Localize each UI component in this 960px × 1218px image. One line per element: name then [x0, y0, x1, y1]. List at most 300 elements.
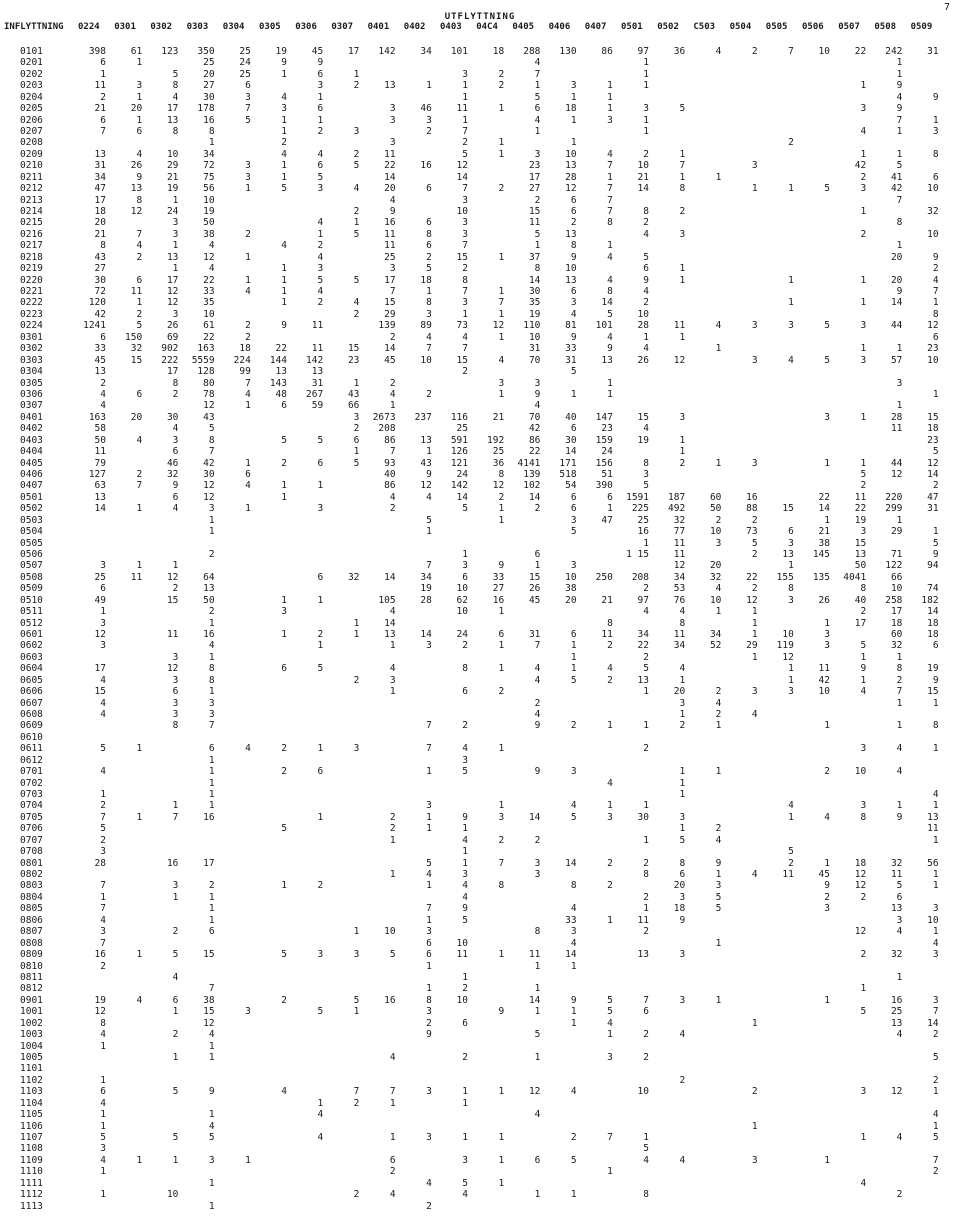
table-cell: 9 [534, 766, 541, 778]
table-cell: 12 [166, 571, 179, 583]
table-cell: 6 [208, 743, 215, 755]
table-cell: 4 [643, 228, 649, 240]
table-cell: 7 [462, 126, 468, 138]
table-cell: 1 [136, 1154, 143, 1166]
table-cell: 13 [637, 949, 649, 961]
row-label: 0808 [20, 937, 43, 949]
table-cell: 3 [462, 1154, 468, 1166]
table-cell: 38 [203, 228, 215, 240]
table-cell: 20 [673, 880, 686, 892]
table-cell: 1 [462, 548, 468, 560]
table-cell: 2 [896, 674, 903, 686]
table-cell: 15 [203, 949, 215, 961]
table-cell: 30 [637, 811, 649, 823]
table-cell: 11 [456, 103, 468, 115]
table-cell: 7 [462, 286, 468, 298]
table-cell: 5 [100, 823, 106, 835]
table-cell: 5 [896, 160, 903, 172]
table-cell: 20 [890, 274, 903, 286]
table-cell: 2 [208, 548, 215, 560]
table-cell: 19 [854, 514, 867, 526]
table-cell: 1 [643, 834, 649, 846]
table-cell: 15 [927, 686, 939, 698]
table-cell: 64 [203, 571, 215, 583]
table-cell: 7 [426, 343, 432, 355]
table-cell: 1 [932, 800, 939, 812]
table-cell: 5 [353, 274, 360, 286]
table-cell: 78 [203, 388, 215, 400]
table-cell: 350 [197, 46, 215, 57]
table-cell: 1 [896, 800, 903, 812]
table-cell: 3 [860, 354, 867, 366]
table-cell: 1 [317, 228, 324, 240]
table-cell: 4 [679, 1154, 686, 1166]
table-cell: 13 [420, 434, 432, 446]
table-cell: 2 [643, 297, 649, 309]
table-cell: 16 [203, 629, 215, 640]
table-cell: 2 [570, 217, 577, 229]
table-cell: 4 [570, 1086, 577, 1098]
row-label: 0209 [20, 148, 43, 160]
table-cell: 1 [208, 1177, 215, 1189]
row-label: 0801 [20, 857, 43, 869]
table-cell: 1 [353, 1006, 360, 1018]
table-cell: 147 [595, 411, 613, 423]
table-cell: 2 [824, 891, 830, 903]
table-cell: 50 [709, 503, 722, 515]
table-cell: 11 [384, 228, 396, 240]
table-cell: 3 [317, 263, 324, 275]
table-cell: 1 [281, 286, 287, 298]
table-cell: 8 [208, 663, 215, 675]
table-cell: 1 [245, 457, 251, 469]
column-header: 0306 [295, 22, 317, 32]
table-cell: 591 [450, 434, 468, 446]
table-cell: 15 [782, 503, 794, 515]
table-cell: 1 [208, 891, 215, 903]
table-cell: 4 [896, 743, 903, 755]
table-cell: 8 [679, 183, 686, 195]
table-cell: 4 [281, 148, 287, 160]
table-cell: 3 [751, 354, 758, 366]
table-cell: 9 [570, 994, 577, 1006]
table-cell: 1 [136, 297, 143, 309]
table-cell: 20 [565, 594, 577, 606]
table-cell: 16 [420, 160, 432, 172]
table-cell: 1 [353, 217, 360, 229]
table-cell: 7 [607, 183, 613, 195]
table-cell: 45 [94, 354, 106, 366]
row-label: 0208 [20, 137, 43, 149]
table-cell: 14 [384, 571, 396, 583]
table-cell: 29 [166, 160, 179, 172]
table-cell: 3 [860, 743, 867, 755]
table-cell: 8 [426, 994, 432, 1006]
table-cell: 4 [570, 937, 577, 949]
table-cell: 1 [643, 331, 649, 343]
table-cell: 8 [643, 1189, 649, 1201]
table-cell: 1 [498, 663, 505, 675]
table-cell: 10 [637, 308, 649, 320]
row-label: 0213 [20, 194, 43, 206]
table-cell: 3 [426, 926, 432, 938]
table-cell: 38 [203, 994, 215, 1006]
table-cell: 1 [607, 1029, 613, 1041]
table-cell: 1 [607, 377, 613, 389]
table-cell: 9 [426, 1029, 432, 1041]
table-cell: 15 [94, 686, 106, 698]
table-cell: 4 [136, 148, 143, 160]
table-cell: 4 [281, 1086, 287, 1098]
table-cell: 1 [570, 91, 577, 103]
table-cell: 16 [384, 217, 396, 229]
row-label: 1104 [20, 1097, 43, 1109]
table-cell: 43 [203, 411, 215, 423]
table-cell: 6 [570, 206, 577, 218]
table-cell: 1 [860, 1131, 867, 1143]
table-cell: 4 [534, 400, 541, 412]
table-cell: 30 [94, 274, 106, 286]
table-cell: 4 [317, 251, 324, 263]
row-label: 0702 [20, 777, 43, 789]
row-label: 1112 [20, 1189, 43, 1201]
table-cell: 47 [601, 514, 613, 526]
row-label: 0707 [20, 834, 43, 846]
table-cell: 2 [353, 674, 360, 686]
table-cell: 2 [932, 480, 939, 492]
table-cell: 45 [528, 594, 541, 606]
table-cell: 4 [715, 46, 722, 57]
row-label: 0101 [20, 46, 43, 57]
table-cell: 14 [565, 446, 577, 458]
table-cell: 2 [751, 46, 758, 57]
table-cell: 8 [896, 663, 903, 675]
table-cell: 6 [281, 400, 287, 412]
table-cell: 11 [94, 446, 106, 458]
table-cell: 2 [534, 697, 541, 709]
table-cell: 44 [890, 320, 903, 332]
table-cell: 4 [570, 308, 577, 320]
table-cell: 9 [172, 480, 179, 492]
table-cell: 42 [854, 160, 867, 172]
column-header: 0505 [765, 22, 788, 32]
table-cell: 1 [498, 1086, 505, 1098]
table-cell: 12 [94, 1006, 106, 1018]
table-cell: 11 [94, 80, 106, 92]
row-label: 0402 [20, 423, 43, 435]
table-cell: 7 [100, 903, 106, 915]
table-cell: 9 [932, 674, 939, 686]
table-cell: 2 [643, 148, 649, 160]
table-cell: 6 [932, 640, 939, 652]
table-cell: 2 [751, 548, 758, 560]
table-cell: 1 [353, 617, 360, 629]
table-cell: 4 [317, 148, 324, 160]
table-cell: 1 [281, 629, 287, 640]
table-cell: 1 [607, 80, 613, 92]
column-header: 0303 [186, 22, 209, 32]
table-cell: 10 [637, 1086, 649, 1098]
table-cell: 1 [426, 914, 432, 926]
table-cell: 3 [208, 503, 215, 515]
table-cell: 2 [100, 834, 106, 846]
table-cell: 3 [426, 1086, 432, 1098]
table-cell: 5 [607, 308, 613, 320]
table-cell: 4 [136, 434, 143, 446]
table-cell: 4 [788, 800, 794, 812]
table-cell: 15 [347, 343, 360, 355]
table-cell: 4 [715, 834, 722, 846]
table-cell: 163 [88, 411, 106, 423]
table-cell: 2 [607, 857, 613, 869]
table-cell: 8 [607, 617, 613, 629]
table-cell: 61 [203, 320, 215, 332]
table-cell: 144 [269, 354, 287, 366]
table-cell: 2 [860, 171, 867, 183]
table-cell: 8 [534, 263, 541, 275]
row-label: 0220 [20, 274, 43, 286]
table-cell: 3 [643, 468, 649, 480]
table-cell: 4 [643, 1154, 649, 1166]
row-label: 0205 [20, 103, 43, 115]
table-cell: 3 [570, 766, 577, 778]
table-cell: 31 [927, 46, 939, 57]
table-cell: 34 [420, 46, 432, 57]
table-cell: 18 [492, 46, 505, 57]
table-cell: 28 [420, 594, 432, 606]
table-cell: 1 [136, 503, 143, 515]
table-cell: 5 [172, 1086, 179, 1098]
table-cell: 5 [643, 480, 649, 492]
table-cell: 1 [751, 617, 758, 629]
table-cell: 15 [456, 251, 468, 263]
row-label: 0211 [20, 171, 43, 183]
table-cell: 43 [94, 251, 106, 263]
table-cell: 2 [570, 720, 577, 732]
table-cell: 1 [932, 526, 939, 538]
table-cell: 18 [673, 903, 686, 915]
table-cell: 10 [927, 183, 939, 195]
table-cell: 3 [751, 457, 758, 469]
table-cell: 4 [534, 114, 541, 126]
table-cell: 10 [782, 629, 794, 640]
row-label: 0809 [20, 949, 43, 961]
table-cell: 2 [462, 1051, 468, 1063]
table-cell: 1 [896, 68, 903, 80]
table-cell: 5 [896, 880, 903, 892]
table-cell: 1 [534, 1051, 541, 1063]
table-cell: 72 [94, 286, 106, 298]
table-cell: 4 [462, 891, 468, 903]
table-cell: 26 [130, 160, 143, 172]
table-cell: 11 [673, 548, 686, 560]
table-cell: 3 [860, 320, 867, 332]
table-cell: 11 [890, 869, 903, 881]
table-cell: 143 [269, 377, 287, 389]
table-cell: 9 [643, 274, 649, 286]
table-cell: 9 [136, 171, 143, 183]
table-cell: 1 [570, 114, 577, 126]
table-cell: 4 [100, 1029, 106, 1041]
table-cell: 9 [679, 914, 686, 926]
row-label: 0604 [20, 663, 43, 675]
table-cell: 8 [426, 228, 432, 240]
table-cell: 3 [172, 880, 179, 892]
table-cell: 16 [203, 811, 215, 823]
table-cell: 9 [281, 320, 287, 332]
table-cell: 2 [498, 686, 505, 698]
table-cell: 28 [890, 411, 903, 423]
table-cell: 4 [715, 697, 722, 709]
table-cell: 13 [565, 228, 577, 240]
table-cell: 7 [607, 160, 613, 172]
table-cell: 17 [528, 171, 541, 183]
column-header: 0305 [259, 22, 281, 32]
table-cell: 15 [927, 411, 939, 423]
table-cell: 5 [643, 251, 649, 263]
table-cell: 9 [208, 1086, 215, 1098]
table-cell: 25 [890, 1006, 903, 1018]
table-cell: 4 [607, 251, 613, 263]
table-cell: 3 [534, 148, 541, 160]
table-cell: 11 [782, 869, 794, 881]
table-cell: 1 [896, 240, 903, 252]
table-cell: 34 [94, 171, 106, 183]
table-cell: 24 [166, 206, 179, 218]
table-cell: 1 [208, 754, 215, 766]
table-cell: 2 [679, 720, 686, 732]
row-label: 0607 [20, 697, 43, 709]
row-label: 0301 [20, 331, 43, 343]
table-cell: 5 [353, 160, 360, 172]
table-cell: 14 [637, 183, 649, 195]
table-cell: 2 [317, 629, 324, 640]
column-header: 0301 [114, 22, 136, 32]
table-cell: 5 [679, 834, 686, 846]
table-cell: 9 [570, 331, 577, 343]
table-cell: 2 [208, 880, 215, 892]
table-cell: 9 [462, 903, 468, 915]
table-cell: 3 [389, 114, 396, 126]
table-cell: 6 [426, 937, 432, 949]
table-cell: 32 [673, 514, 686, 526]
table-cell: 1 [208, 617, 215, 629]
table-cell: 4 [426, 331, 432, 343]
table-cell: 36 [492, 457, 505, 469]
table-cell: 3 [498, 811, 505, 823]
table-cell: 1 [317, 480, 324, 492]
table-cell: 26 [818, 594, 830, 606]
table-cell: 224 [233, 354, 251, 366]
table-cell: 13 [203, 583, 215, 595]
table-cell: 1 [534, 240, 541, 252]
table-cell: 1 [389, 640, 396, 652]
table-cell: 21 [818, 526, 830, 538]
table-cell: 2 [353, 148, 360, 160]
table-cell: 9 [570, 251, 577, 263]
table-cell: 1 [607, 503, 613, 515]
row-label: 1107 [20, 1131, 43, 1143]
table-cell: 258 [885, 594, 903, 606]
row-label: 0802 [20, 869, 43, 881]
row-label: 0202 [20, 68, 43, 80]
table-cell: 5 [208, 1131, 215, 1143]
table-cell: 7 [389, 1086, 396, 1098]
row-label: 0606 [20, 686, 43, 698]
table-cell: 1 [498, 514, 505, 526]
table-cell: 3 [679, 697, 686, 709]
table-cell: 4 [534, 1109, 541, 1121]
table-cell: 9 [896, 811, 903, 823]
table-cell: 1 [353, 68, 360, 80]
table-cell: 3 [570, 514, 577, 526]
table-cell: 1 15 [626, 548, 649, 560]
table-cell: 31 [528, 343, 541, 355]
table-cell: 80 [203, 377, 215, 389]
table-cell: 3 [679, 228, 686, 240]
table-cell: 14 [890, 297, 903, 309]
table-cell: 22 [203, 331, 215, 343]
table-cell: 208 [378, 423, 396, 435]
table-cell: 13 [601, 354, 613, 366]
table-cell: 4 [462, 834, 468, 846]
table-cell: 3 [462, 560, 468, 572]
table-cell: 1 [715, 720, 722, 732]
table-cell: 2 [932, 1166, 939, 1178]
table-cell: 1 [281, 594, 287, 606]
table-cell: 2 [317, 880, 324, 892]
table-cell: 5 [679, 103, 686, 115]
table-cell: 24 [601, 446, 613, 458]
table-cell: 1 [824, 857, 830, 869]
table-cell: 1 [208, 137, 215, 149]
table-cell: 2 [136, 468, 143, 480]
table-cell: 250 [595, 571, 613, 583]
table-cell: 1 [208, 1200, 215, 1212]
table-cell: 35 [203, 297, 215, 309]
table-cell: 2 [426, 388, 432, 400]
table-cell: 3 [317, 503, 324, 515]
table-cell: 4 [788, 354, 794, 366]
table-cell: 5 [317, 434, 324, 446]
table-cell: 1 [426, 960, 432, 972]
table-cell: 7 [896, 114, 903, 126]
table-cell: 4 [389, 1051, 396, 1063]
table-cell: 7 [462, 240, 468, 252]
table-cell: 11 [384, 240, 396, 252]
table-cell: 3 [751, 160, 758, 172]
table-cell: 52 [709, 640, 722, 652]
table-cell: 6 [534, 103, 541, 115]
row-label: 0703 [20, 789, 43, 801]
table-cell: 18 [420, 274, 432, 286]
table-cell: 10 [890, 583, 903, 595]
table-cell: 4 [100, 709, 106, 721]
table-cell: 7 [534, 640, 541, 652]
table-cell: 4 [281, 240, 287, 252]
table-cell: 2 [136, 251, 143, 263]
table-cell: 5 [715, 903, 722, 915]
table-cell: 3 [860, 1086, 867, 1098]
table-cell: 14 [456, 491, 468, 503]
row-label: 1109 [20, 1154, 43, 1166]
table-cell: 4 [100, 674, 106, 686]
table-cell: 8 [607, 286, 613, 298]
table-cell: 1 [896, 148, 903, 160]
table-cell: 3 [426, 1131, 432, 1143]
table-cell: 5 [281, 823, 287, 835]
table-cell: 8 [643, 869, 649, 881]
